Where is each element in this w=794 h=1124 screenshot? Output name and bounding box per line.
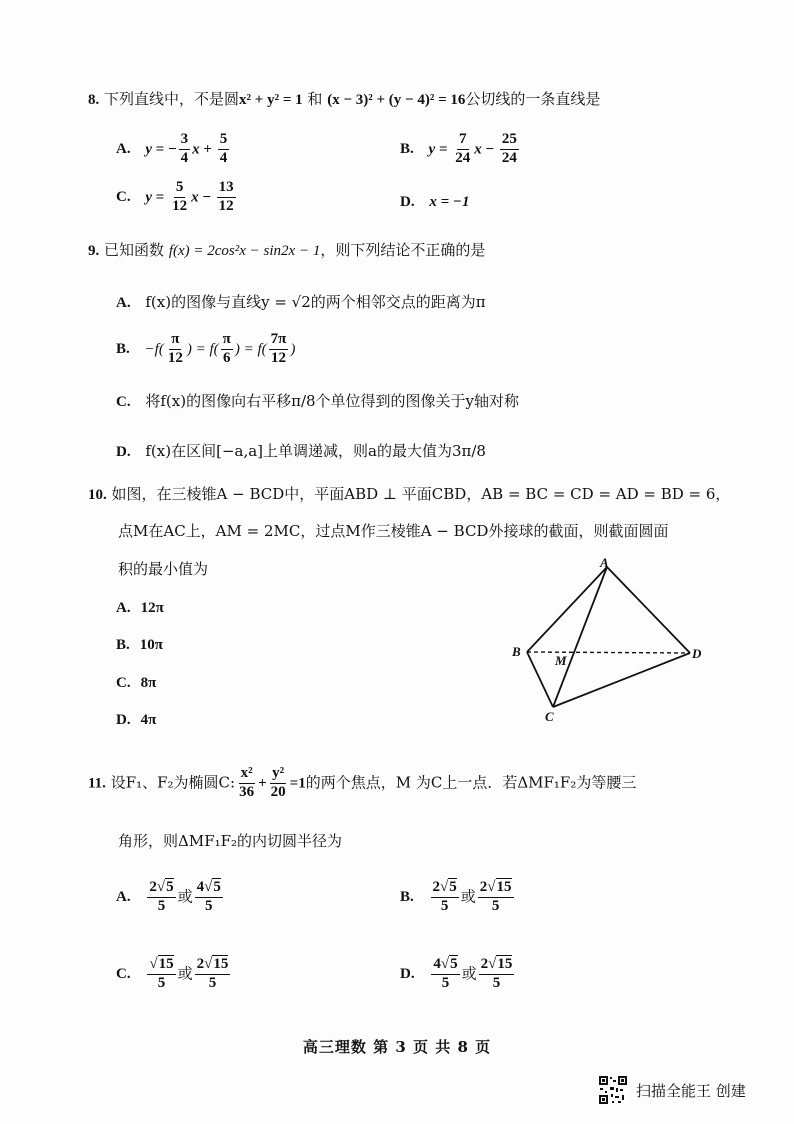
page-footer: 高三理数 第 3 页 共 8 页 [302,1038,492,1056]
point-label-m: M [555,653,567,668]
q8-stem: 8. 下列直线中，不是圆x² + y² = 1 和 (x − 3)² + (y − 4)² = 16公切线的一条直线是 [88,90,601,108]
vertex-label-c: C [545,709,554,724]
brand-text: 扫描全能王 创建 [636,1081,746,1100]
vertex-label-d: D [692,646,702,661]
camscanner-watermark [598,1075,746,1105]
q8-option-c: C. y = $\frac{5}{12}$ x − $\frac{13}{12}$ [116,179,234,214]
q11-option-c: C. $\frac{√15}{5}$ 或 $\frac{2√15}{5}$ [116,956,229,991]
q8-option-b: B. y = $\frac{7}{24}$ x − $\frac{25}{24}$ [400,131,517,166]
vertex-label-a: A [600,555,609,570]
q11-option-b: B. $\frac{2√5}{5}$ 或 $\frac{2√15}{5}$ [400,879,512,914]
edge-ac [553,567,607,707]
q10-line1: 10. 如图，在三棱锥A − BCD中，平面ABD ⊥ 平面CBD，AB = BC = CD = AD = BD = 6， [88,485,731,503]
q11-option-d: D. $\frac{4√5}{5}$ 或 $\frac{2√15}{5}$ [400,956,513,991]
q10-option-b: B. 10π [116,637,163,653]
q11-option-a: A. $\frac{2√5}{5}$ 或 $\frac{4√5}{5}$ [116,879,221,914]
q10-option-d: D. 4π [116,712,157,728]
q8-option-d: D. x = −1 [400,194,470,210]
edge-cd [553,653,690,707]
q9-option-a: A. f(x)的图像与直线y = √2的两个相邻交点的距离为π [116,293,486,311]
vertex-label-b: B [512,644,521,659]
q9-option-c: C. 将f(x)的图像向右平移π/8个单位得到的图像关于y轴对称 [116,392,520,410]
edge-ab [527,567,607,652]
q11-line2: 角形，则ΔMF₁F₂的内切圆半径为 [118,832,343,850]
q9-option-b: B. −f( $\frac{\pi}{12}$ ) = f( $\frac{\pi}{6}$ ) = f( $\frac{7\pi}{12}$ ) [116,331,296,366]
q10-option-c: C. 8π [116,675,157,691]
q10-option-a: A. 12π [116,600,164,616]
q10-line2: 点M在AC上，AM = 2MC，过点M作三棱锥A − BCD外接球的截面，则截面圆面 [118,522,669,540]
q10-line3: 积的最小值为 [118,560,209,578]
edge-bd-hidden [527,652,690,653]
q11-line1: 11. 设F₁、F₂为椭圆C: $\frac{\text{x²}}{36}$ + $\frac{\text{y²}}{20}$ =1的两个焦点，M 为C上一点．若ΔMF₁F₂为等腰三 [88,765,637,800]
tetrahedron-figure [505,555,715,725]
q8-option-a: A. y = − $\frac{3}{4}$ x + $\frac{5}{4}$ [116,131,228,166]
edge-bc [527,652,553,707]
edge-ad [607,567,690,653]
q9-option-d: D. f(x)在区间[−a,a]上单调递减，则a的最大值为3π/8 [116,442,486,460]
q9-stem: 9. 已知函数 f(x) = 2cos²x − sin2x − 1，则下列结论不正确的是 [88,241,486,259]
qr-code-icon [598,1075,628,1105]
